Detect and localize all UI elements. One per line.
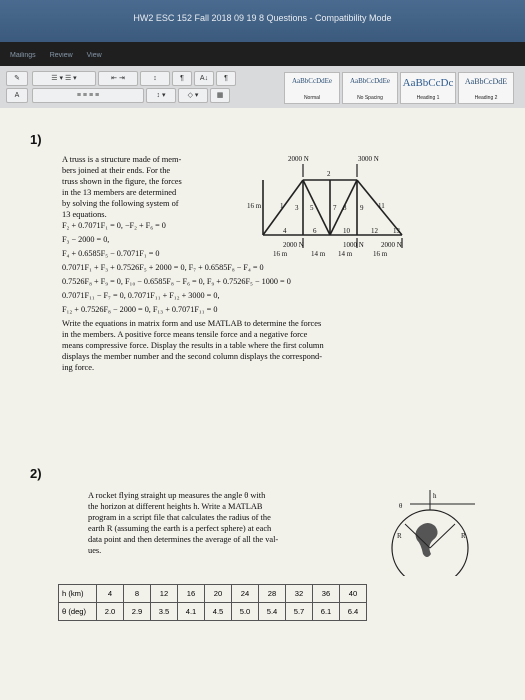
member-label: 9: [360, 204, 364, 212]
table-cell: 40: [340, 585, 367, 603]
text-line: bers joined at their ends. For the: [62, 166, 171, 175]
style-sample: AaBbCcDdE: [464, 77, 508, 86]
equation-6: 0.7071F₁₁ − F₇ = 0, 0.7071F₁₁ + F₁₂ + 3000 = 0,: [62, 291, 220, 300]
table-row: [59, 585, 367, 603]
text-line: A rocket flying straight up measures the angle θ with: [88, 491, 266, 500]
problem-2-number: 2): [30, 466, 42, 481]
sort-az-icon[interactable]: A↓: [194, 71, 214, 86]
text-line: Write the equations in matrix form and use MATLAB to determine the forces: [62, 319, 322, 328]
equation-4: 0.7071F₁ + F₃ + 0.7526F₅ + 2000 = 0, F₇ + 0.6585F₈ − F₄ = 0: [62, 263, 264, 272]
equation-5: 0.7526F₈ + F₉ = 0, F₁₀ − 0.6585F₈ − F₆ = 0, F₉ + 0.7526F₅ − 1000 = 0: [62, 277, 291, 286]
table-cell: 16: [178, 585, 205, 603]
table-cell: 4.1: [178, 603, 205, 621]
tab-view[interactable]: View: [86, 52, 102, 59]
table-cell: 4: [97, 585, 124, 603]
text-line: ing force.: [62, 363, 95, 372]
text-line: program in a script file that calculates the radius of the: [88, 513, 271, 522]
table-cell: 28: [259, 585, 286, 603]
style-sample: AaBbCcDdEe: [349, 77, 391, 85]
text-line: truss shown in the figure, the forces: [62, 177, 182, 186]
table-cell: 5.0: [232, 603, 259, 621]
window-title: HW2 ESC 152 Fall 2018 09 19 8 Questions - Compatibility Mode: [133, 13, 392, 23]
table-header: θ (deg): [59, 603, 97, 621]
style-heading-1[interactable]: [400, 72, 456, 104]
continent-shape: [416, 523, 438, 557]
height-angle-table: [58, 584, 367, 621]
span-label: 14 m: [311, 250, 326, 258]
indent-buttons[interactable]: ⇤ ⇥: [98, 71, 138, 86]
theta-label: θ: [399, 502, 403, 510]
r-label: R: [461, 532, 466, 540]
member-label: 1: [280, 202, 284, 210]
alignment-buttons[interactable]: ≡ ≡ ≡ ≡: [32, 88, 144, 103]
equation-7: F₁₂ + 0.7526F₈ − 2000 = 0, F₁₃ + 0.7071F₁₁ = 0: [62, 305, 218, 314]
text-line: the horizon at different heights h. Write a MATLAB: [88, 502, 263, 511]
shading-icon[interactable]: ◇ ▾: [178, 88, 208, 103]
text-line: in the members. A positive force means tensile force and a negative force: [62, 330, 308, 339]
bottom-load-label: 2000 N: [283, 241, 304, 249]
table-cell: 4.5: [205, 603, 232, 621]
table-cell: 2.9: [124, 603, 151, 621]
text-line: in the 13 members are determined: [62, 188, 177, 197]
member-label: 10: [343, 227, 350, 235]
table-cell: 20: [205, 585, 232, 603]
paragraph-mark-icon[interactable]: ¶: [172, 71, 192, 86]
line-spacing-icon[interactable]: ↕ ▾: [146, 88, 176, 103]
text-line: by solving the following system of: [62, 199, 179, 208]
text-line: A truss is a structure made of mem-: [62, 155, 182, 164]
text-line: ues.: [88, 546, 102, 555]
earth-figure: [375, 486, 490, 576]
member-label: 11: [378, 202, 385, 210]
show-formatting-icon[interactable]: ¶: [216, 71, 236, 86]
problem-1-number: 1): [30, 132, 42, 147]
text-line: data point and then determines the average of all the val-: [88, 535, 279, 544]
table-cell: 6.4: [340, 603, 367, 621]
problem-2-text: [88, 490, 378, 556]
table-cell: 5.7: [286, 603, 313, 621]
style-sample: AaBbCcDc: [402, 77, 454, 89]
member-label: 5: [310, 204, 314, 212]
span-label: 16 m: [373, 250, 388, 258]
list-buttons[interactable]: ☰ ▾ ☰ ▾: [32, 71, 96, 86]
height-label: 16 m: [247, 202, 262, 210]
text-line: means compressive force. Display the results in a table where the first column: [62, 341, 324, 350]
table-cell: 8: [124, 585, 151, 603]
member-label: 6: [313, 227, 317, 235]
style-no-spacing[interactable]: [342, 72, 398, 104]
equation-3: F₄ + 0.6585F₅ − 0.7071F₁ = 0: [62, 249, 160, 258]
top-load-label: 3000 N: [358, 155, 379, 163]
ribbon-tabs: [0, 52, 102, 66]
table-cell: 2.0: [97, 603, 124, 621]
tab-review[interactable]: Review: [49, 52, 73, 59]
text-color-icon[interactable]: A: [6, 88, 28, 103]
member-label: 7: [333, 204, 337, 212]
style-name: Heading 2: [474, 95, 498, 101]
equation-1: F₂ + 0.7071F₁ = 0, −F₂ + F₆ = 0: [62, 221, 166, 230]
sort-icon[interactable]: ↕: [140, 71, 170, 86]
member-label: 3: [295, 204, 299, 212]
table-cell: 6.1: [313, 603, 340, 621]
problem-1-intro: [62, 154, 247, 220]
span-label: 14 m: [338, 250, 353, 258]
tab-mailings[interactable]: Mailings: [10, 52, 36, 59]
style-heading-2[interactable]: [458, 72, 514, 104]
borders-icon[interactable]: ▦: [210, 88, 230, 103]
table-cell: 36: [313, 585, 340, 603]
problem-1-closing: [62, 318, 482, 373]
text-line: displays the member number and the second column displays the correspond-: [62, 352, 323, 361]
style-normal[interactable]: [284, 72, 340, 104]
member-label: 2: [327, 170, 331, 178]
style-sample: AaBbCcDdEe: [291, 77, 333, 85]
table-cell: 24: [232, 585, 259, 603]
table-cell: 5.4: [259, 603, 286, 621]
bottom-load-label: 2000 N: [381, 241, 402, 249]
member-label: 4: [283, 227, 287, 235]
table-row: [59, 603, 367, 621]
h-label: h: [433, 492, 437, 500]
table-header: h (km): [59, 585, 97, 603]
text-line: 13 equations.: [62, 210, 107, 219]
style-name: No Spacing: [357, 95, 383, 101]
style-name: Heading 1: [416, 95, 440, 101]
bottom-load-label: 1000 N: [343, 241, 364, 249]
equation-2: F₃ − 2000 = 0,: [62, 235, 110, 244]
window-title-bar: [0, 0, 525, 42]
top-load-label: 2000 N: [288, 155, 309, 163]
truss-figure: [245, 150, 425, 260]
format-painter-icon[interactable]: ✎: [6, 71, 28, 86]
table-cell: 12: [151, 585, 178, 603]
table-cell: 32: [286, 585, 313, 603]
text-line: earth R (assuming the earth is a perfect sphere) at each: [88, 524, 272, 533]
member-label: 8: [343, 204, 347, 212]
member-label: 12: [371, 227, 378, 235]
member-label: 13: [393, 227, 400, 235]
style-name: Normal: [303, 95, 321, 101]
r-label: R: [397, 532, 402, 540]
table-cell: 3.5: [151, 603, 178, 621]
span-label: 16 m: [273, 250, 288, 258]
